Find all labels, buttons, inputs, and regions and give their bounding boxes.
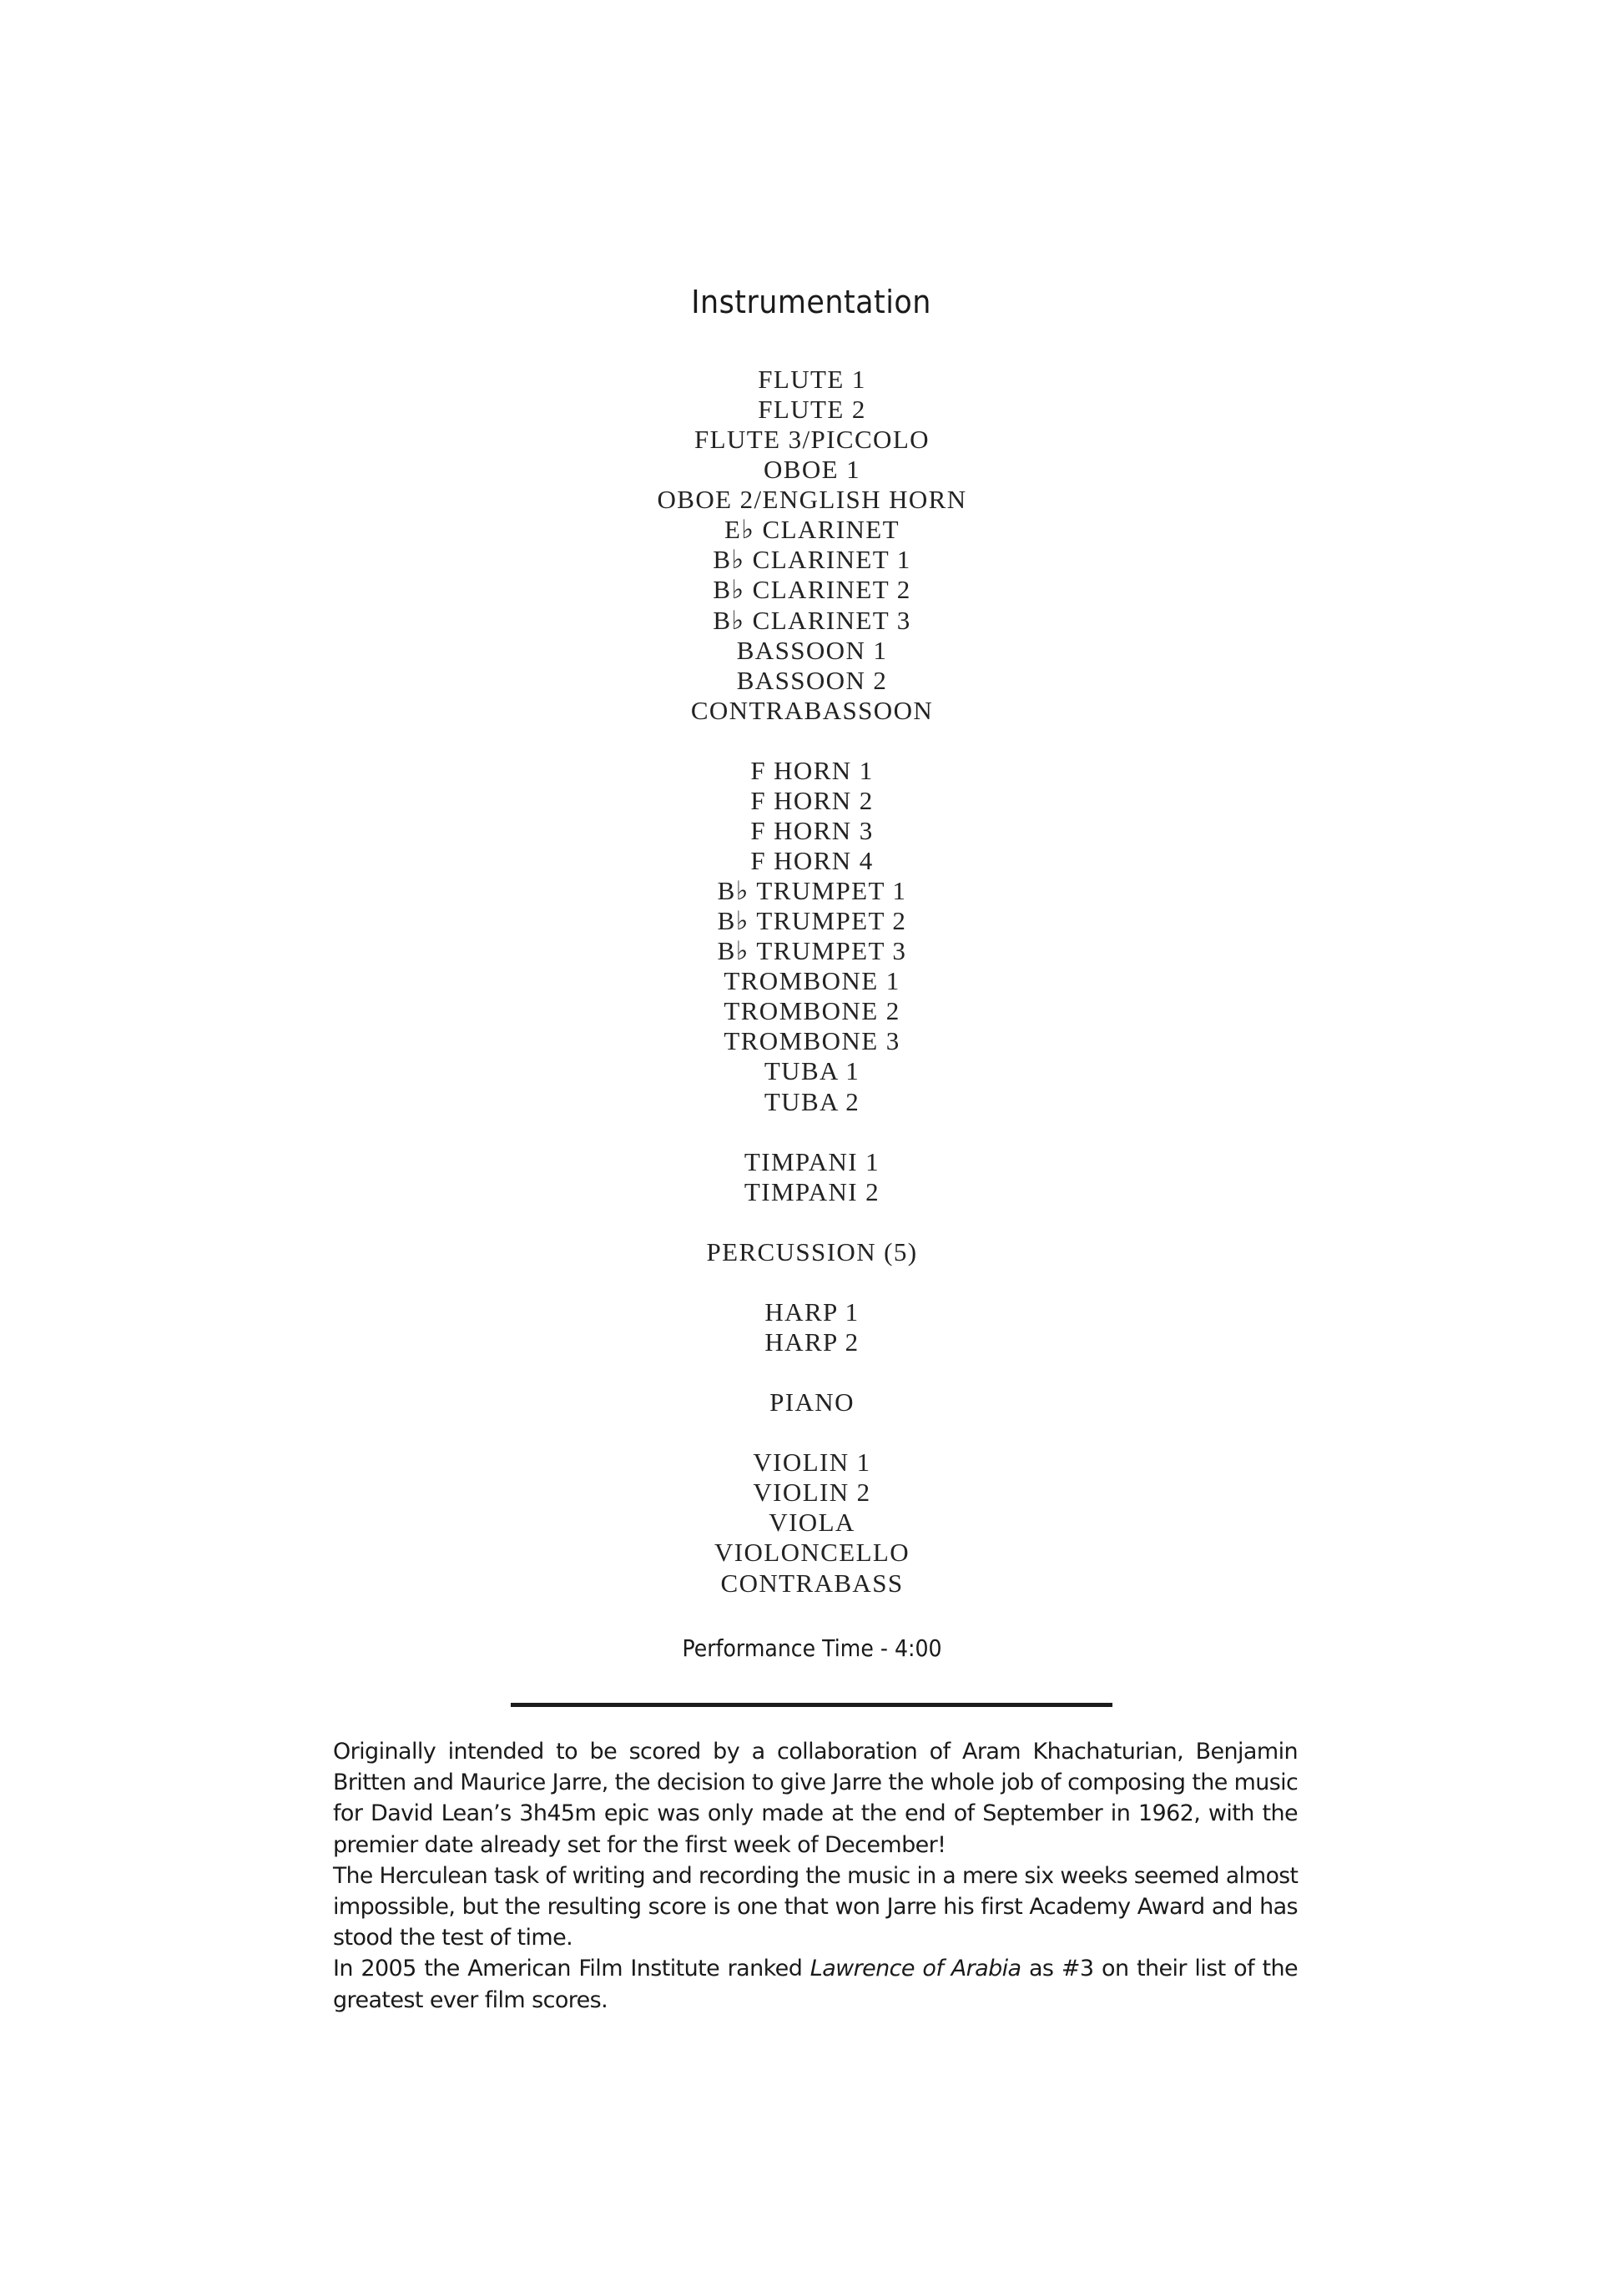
instrument-item: F HORN 4 <box>750 846 874 875</box>
instrument-item: B♭ TRUMPET 1 <box>717 876 907 906</box>
instrument-item: PIANO <box>769 1387 855 1417</box>
note-line: Originally intended to be scored by a collaboration of Aram Khachaturian, Benjamin <box>333 1739 1298 1765</box>
instrument-item: PERCUSSION (5) <box>706 1236 918 1266</box>
instrument-item: BASSOON 2 <box>736 665 888 695</box>
note-line: stood the test of time. <box>333 1925 573 1951</box>
group-spacer <box>0 1207 1624 1237</box>
instrument-item: TROMBONE 1 <box>724 966 900 996</box>
instrument-item: TUBA 2 <box>764 1086 860 1116</box>
film-title: Lawrence of Arabia <box>809 1956 1021 1982</box>
instrument-item: CONTRABASS <box>720 1568 904 1598</box>
instrument-item: TUBA 1 <box>764 1056 860 1086</box>
instrument-item: B♭ CLARINET 1 <box>713 545 911 575</box>
page-title: Instrumentation <box>691 284 931 320</box>
instrument-item: TROMBONE 3 <box>724 1026 900 1056</box>
instrument-item: VIOLIN 2 <box>753 1478 871 1508</box>
group-spacer <box>0 1117 1624 1147</box>
instrument-item: E♭ CLARINET <box>724 515 900 545</box>
horizontal-divider <box>511 1703 1112 1707</box>
instrument-item: HARP 2 <box>764 1327 860 1357</box>
performance-time: Performance Time - 4:00 <box>682 1634 942 1662</box>
group-spacer <box>0 1417 1624 1448</box>
note-line: greatest ever film scores. <box>333 1986 608 2013</box>
instrument-item: FLUTE 3/PICCOLO <box>694 425 930 455</box>
instrument-list <box>0 365 1624 1599</box>
note-text: as #3 on their list of the <box>1028 1956 1299 1982</box>
instrument-item: FLUTE 1 <box>758 365 866 394</box>
instrument-item: OBOE 1 <box>763 455 861 485</box>
instrument-item: HARP 1 <box>764 1297 860 1327</box>
instrument-item: VIOLONCELLO <box>714 1538 910 1568</box>
instrument-item: B♭ TRUMPET 2 <box>717 906 907 936</box>
note-line-afi <box>333 1953 1298 1984</box>
note-line: The Herculean task of writing and recording the music in a mere six weeks seemed almost <box>333 1862 1299 1889</box>
group-spacer <box>0 1357 1624 1387</box>
note-line: for David Lean’s 3h45m epic was only made at the end of September in 1962, with the <box>333 1800 1298 1827</box>
instrument-item: F HORN 1 <box>750 755 874 785</box>
instrument-item: BASSOON 1 <box>736 635 888 665</box>
instrument-item: F HORN 3 <box>750 815 874 845</box>
program-notes <box>333 1736 1298 2016</box>
instrument-item: B♭ TRUMPET 3 <box>717 936 907 966</box>
group-spacer <box>0 726 1624 756</box>
instrument-item: VIOLA <box>769 1508 855 1538</box>
instrument-item: TROMBONE 2 <box>724 996 900 1026</box>
instrument-item: TIMPANI 2 <box>744 1176 880 1206</box>
instrument-item: F HORN 2 <box>750 785 874 815</box>
instrument-item: B♭ CLARINET 3 <box>713 605 911 635</box>
instrument-item: TIMPANI 1 <box>744 1146 880 1176</box>
instrument-item: VIOLIN 1 <box>753 1448 871 1478</box>
note-line: impossible, but the resulting score is one that won Jarre his first Academy Award and has <box>333 1893 1298 1920</box>
instrument-item: CONTRABASSOON <box>690 695 934 725</box>
group-spacer <box>0 1267 1624 1297</box>
note-line: Britten and Maurice Jarre, the decision to give Jarre the whole job of composing the music <box>333 1770 1299 1796</box>
instrument-item: OBOE 2/ENGLISH HORN <box>657 485 967 515</box>
instrument-item: FLUTE 2 <box>758 395 866 425</box>
note-text: In 2005 the American Film Institute ranked <box>333 1956 803 1982</box>
instrument-item: B♭ CLARINET 2 <box>713 575 911 605</box>
note-line: premier date already set for the first week of December! <box>333 1831 946 1858</box>
